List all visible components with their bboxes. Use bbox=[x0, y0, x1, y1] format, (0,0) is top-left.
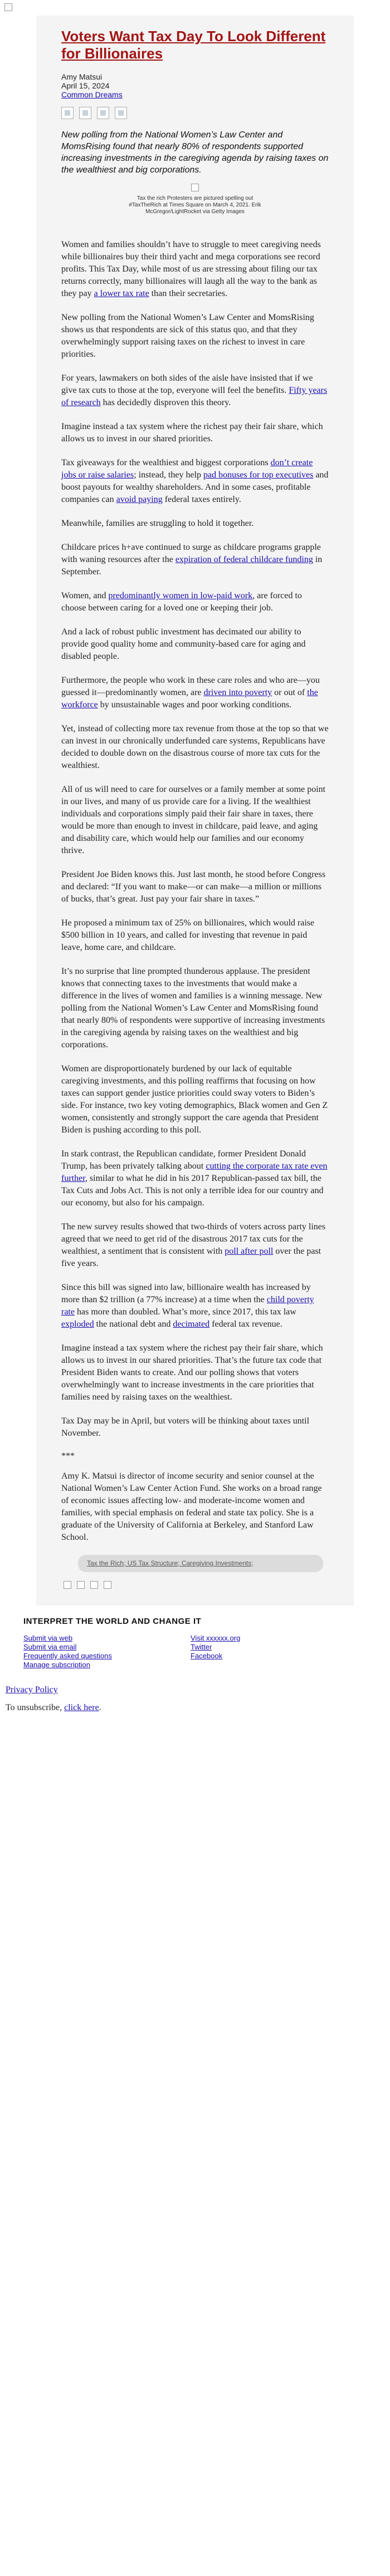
inline-link[interactable]: expiration of federal childcare funding bbox=[175, 555, 313, 564]
share-print-icon[interactable] bbox=[104, 1581, 111, 1589]
paragraph: In stark contrast, the Republican candidate, former President Donald Trump, has been privately talking about cutting the corporate tax rate even further, similar to what he did in his 2017 Republican-passed tax bill, the Tax Cuts and Jobs Act. This is not only a terrible idea for our country and our economy, but also for his campaign. bbox=[61, 1149, 328, 1208]
privacy-policy-link[interactable]: Privacy Policy bbox=[6, 1685, 58, 1695]
submit-email-link[interactable]: Submit via email bbox=[23, 1643, 77, 1651]
share-facebook-icon[interactable] bbox=[64, 1581, 71, 1589]
source-link[interactable]: Common Dreams bbox=[61, 90, 123, 99]
visit-site-link[interactable]: Visit xxxxxx.org bbox=[191, 1634, 241, 1642]
share-email-icon[interactable] bbox=[90, 1581, 98, 1589]
paragraph: Imagine instead a tax system where the richest pay their fair share, which allows us to invest in our shared priorities. That’s the future tax code that President Biden wants to create. And our polling shows that voters overwhelmingly want to increase investments in the care priorities that families need by raising taxes on the wealthiest. bbox=[61, 1343, 323, 1402]
bottom-share-bar bbox=[64, 1581, 329, 1589]
paragraph: Childcare prices h+ave continued to surge as childcare programs grapple with waning resources after the expiration of federal childcare funding in September. bbox=[61, 543, 323, 577]
paragraph: Yet, instead of collecting more tax revenue from those at the top so that we can invest in our chronically underfunded care systems, Republicans have decided to double down on the disastrous course of more tax cuts for the wealthiest. bbox=[61, 724, 329, 770]
article-figure bbox=[61, 184, 329, 215]
share-bar bbox=[61, 107, 329, 119]
share-twitter-icon[interactable] bbox=[79, 107, 91, 119]
image-caption: Tax the rich Protesters are pictured spelling out #TaxTheRich at Times Square on March 4, 2021. Erik McGregor/LightRocket via Getty Images bbox=[129, 195, 261, 215]
tag-list bbox=[78, 1555, 323, 1572]
paragraph: He proposed a minimum tax of 25% on billionaires, which would raise $500 billion in 10 years, and called for investing that revenue in paid leave, home care, and childcare. bbox=[61, 918, 315, 952]
share-print-icon[interactable] bbox=[115, 107, 127, 119]
article-card bbox=[36, 16, 354, 1605]
publish-date: April 15, 2024 bbox=[61, 81, 110, 90]
paragraph: New polling from the National Women’s Law Center and MomsRising shows us that respondents are sick of this status quo, and that they overwhelmingly support raising taxes on the richest to invest in care priorities. bbox=[61, 313, 314, 359]
share-twitter-icon[interactable] bbox=[77, 1581, 85, 1589]
share-email-icon[interactable] bbox=[97, 107, 109, 119]
paragraph: Meanwhile, families are struggling to hold it together. bbox=[61, 519, 254, 528]
paragraph: The new survey results showed that two-thirds of voters across party lines agreed that we need to get rid of the disastrous 2017 tax cuts for the wealthiest, a sentiment that is consistent with poll after poll over the past five years. bbox=[61, 1222, 326, 1268]
paragraph: President Joe Biden knows this. Just last month, he stood before Congress and declared: “If you want to make—or can make—a million or millions of bucks, that’s great. Just pay your fair share in taxes.” bbox=[61, 870, 326, 904]
paragraph: Furthermore, the people who work in these care roles and who are—you guessed it—predominantly women, are driven into poverty or out of the workforce by unsustainable wages and poor working conditions. bbox=[61, 676, 320, 710]
inline-link[interactable]: decimated bbox=[173, 1319, 210, 1329]
article-body bbox=[61, 239, 329, 1440]
inline-link[interactable]: the workforce bbox=[61, 688, 318, 710]
twitter-link[interactable]: Twitter bbox=[191, 1643, 212, 1651]
paragraph: Women, and predominantly women in low-paid work, are forced to choose between caring for a loved one or keeping their job. bbox=[61, 591, 302, 613]
paragraph: Since this bill was signed into law, billionaire wealth has increased by more than $2 trillion (a 77% increase) at a time when the child poverty rate has more than doubled. What’s more, since 2017, this tax law exploded the national debt and decimated federal tax revenue. bbox=[61, 1283, 314, 1329]
author-name: Amy Matsui bbox=[61, 72, 103, 81]
inline-link[interactable]: cutting the corporate tax rate even further bbox=[61, 1161, 328, 1183]
inline-link[interactable]: predominantly women in low-paid work bbox=[108, 591, 253, 600]
article-title[interactable]: Voters Want Tax Day To Look Different for Billionaires bbox=[61, 28, 326, 62]
paragraph: Tax Day may be in April, but voters will be thinking about taxes until November. bbox=[61, 1416, 310, 1438]
faq-link[interactable]: Frequently asked questions bbox=[23, 1652, 112, 1660]
inline-link[interactable]: exploded bbox=[61, 1319, 94, 1329]
paragraph: For years, lawmakers on both sides of the aisle have insisted that if we give tax cuts to those at the top, everyone will feel the benefits. Fifty years of research has decidedly disproven this theory. bbox=[61, 373, 328, 407]
paragraph: Imagine instead a tax system where the richest pay their fair share, which allows us to invest in our shared priorities. bbox=[61, 422, 323, 444]
paragraph: Women and families shouldn’t have to struggle to meet caregiving needs while billionaires buy their third yacht and mega corporations see record profits. This Tax Day, while most of us are stressing about filing our tax returns correctly, many billionaires will laugh all the way to the bank as they pay a lower tax rate than their secretaries. bbox=[61, 240, 321, 298]
share-facebook-icon[interactable] bbox=[61, 107, 74, 119]
broken-image-icon bbox=[191, 184, 199, 191]
tags-link[interactable]: Tax the Rich; US Tax Structure; Caregiving Investments; bbox=[87, 1559, 254, 1567]
inline-link[interactable]: child poverty rate bbox=[61, 1295, 314, 1317]
inline-link[interactable]: poll after poll bbox=[225, 1247, 274, 1256]
inline-link[interactable]: avoid paying bbox=[116, 495, 163, 504]
paragraph: And a lack of robust public investment has decimated our ability to provide good quality home and community-based care for aging and disabled people. bbox=[61, 627, 306, 661]
paragraph: All of us will need to care for ourselves or a family member at some point in our lives, and many of us provide care for a living. If the wealthiest individuals and corporations simply paid their fair share in taxes, there would be more than enough to invest in childcare, paid leave, and aging and disability care, which would help our families and our economy thrive. bbox=[61, 785, 326, 855]
inline-link[interactable]: don’t create jobs or raise salaries bbox=[61, 458, 313, 480]
inline-link[interactable]: a lower tax rate bbox=[94, 289, 149, 298]
separator: *** bbox=[61, 1451, 75, 1461]
facebook-link[interactable]: Facebook bbox=[191, 1652, 223, 1660]
author-bio: Amy K. Matsui is director of income security and senior counsel at the National Women’s Law Center Action Fund. She works on a broad range of economic issues affecting low- and moderate-income women and families, with special emphasis on federal and state tax policy. She is a graduate of the University of California at Berkeley, and Stanford Law School. bbox=[61, 1471, 322, 1542]
footer-heading: INTERPRET THE WORLD AND CHANGE IT bbox=[23, 1617, 202, 1626]
email-footer bbox=[0, 1605, 390, 1684]
article-lede: New polling from the National Women’s Law Center and MomsRising found that nearly 80% of respondents supported increasing investments in the caregiving agenda by raising taxes on the wealthiest and big corporations. bbox=[61, 130, 329, 175]
submit-web-link[interactable]: Submit via web bbox=[23, 1634, 73, 1642]
manage-subscription-link[interactable]: Manage subscription bbox=[23, 1661, 90, 1669]
inline-link[interactable]: pad bonuses for top executives bbox=[203, 470, 314, 480]
paragraph: It’s no surprise that line prompted thunderous applause. The president knows that connecting taxes to the investments that would make a difference in the lives of women and families is a winning message. New polling from the National Women’s Law Center and MomsRising found that nearly 80% of respondents were supportive of increasing investments in the caregiving agenda by raising taxes on the wealthiest and big corporations. bbox=[61, 967, 325, 1050]
paragraph: Tax giveaways for the wealthiest and biggest corporations don’t create jobs or raise salaries; instead, they help pad bonuses for top executives and boost payouts for wealthy shareholders. And in some cases, profitable companies can avoid paying federal taxes entirely. bbox=[61, 458, 329, 504]
paragraph: Women are disproportionately burdened by our lack of equitable caregiving investments, and this polling reaffirms that focusing on how taxes can support gender justice priorities could sway voters to Biden’s side. For instance, two key voting demographics, Black women and Gen Z women, consistently and strongly support the care agenda that President Biden is pushing according to this poll. bbox=[61, 1064, 328, 1135]
broken-image-icon bbox=[4, 3, 12, 11]
inline-link[interactable]: Fifty years of research bbox=[61, 386, 328, 407]
footer-right-links bbox=[191, 1634, 358, 1669]
unsubscribe-line: To unsubscribe, click here. bbox=[6, 1703, 101, 1712]
inline-link[interactable]: driven into poverty bbox=[203, 688, 272, 697]
footer-left-links bbox=[23, 1634, 191, 1669]
byline bbox=[61, 72, 329, 99]
bottom-links bbox=[0, 1684, 390, 1725]
unsubscribe-link[interactable]: click here bbox=[64, 1703, 99, 1712]
